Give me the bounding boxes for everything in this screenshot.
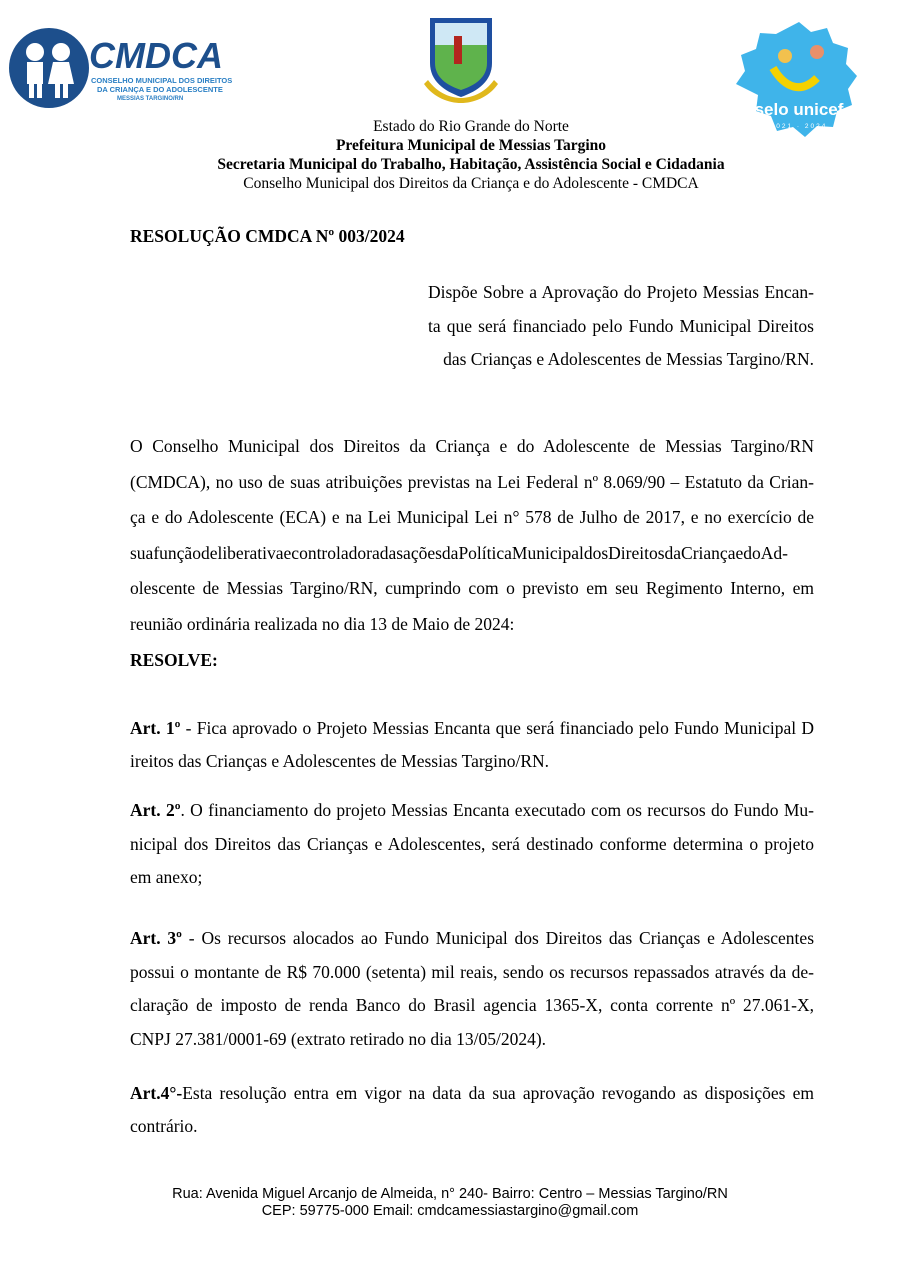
article-3 (130, 922, 814, 1056)
preamble-line: (CMDCA), no uso de suas atribuições previstas na Lei Federal nº 8.069/90 – Estatuto da Crian- (130, 471, 814, 492)
article-text: nicipal dos Direitos das Crianças e Adolescentes, será destinado conforme determina o projeto (130, 833, 814, 854)
header-secretaria: Secretaria Municipal do Trabalho, Habitação, Assistência Social e Cidadania (217, 156, 725, 173)
document-footer (0, 1186, 900, 1220)
svg-text:CONSELHO MUNICIPAL DOS DIREITO: CONSELHO MUNICIPAL DOS DIREITOS (91, 76, 233, 85)
article-1 (130, 712, 814, 777)
svg-text:CMDCA: CMDCA (89, 35, 223, 76)
preamble-line: olescente de Messias Targino/RN, cumprindo com o previsto em seu Regimento Interno, em (130, 578, 814, 598)
resolve-heading: RESOLVE: (130, 650, 218, 670)
cmdca-logo (5, 22, 235, 114)
summary-line: das Crianças e Adolescentes de Messias Targino/RN. (443, 349, 814, 369)
article-4 (130, 1077, 814, 1142)
selo-years: 2021 · 2024 (770, 123, 828, 130)
preamble-line: O Conselho Municipal dos Direitos da Criança e do Adolescente de Messias Targino/RN (130, 436, 814, 456)
preamble-line: reunião ordinária realizada no dia 13 de Maio de 2024: (130, 613, 515, 634)
article-text: contrário. (130, 1115, 198, 1136)
municipal-coat-of-arms (420, 10, 502, 105)
article-text: claração de imposto de renda Banco do Brasil agencia 1365-X, conta corrente nº 27.061-X, (130, 995, 814, 1015)
header-conselho: Conselho Municipal dos Direitos da Criança e do Adolescente - CMDCA (243, 175, 699, 192)
document-header (0, 117, 900, 193)
article-text: Esta resolução entra em vigor na data da sua aprovação revogando as disposições em (182, 1083, 814, 1103)
article-label: Art. 3º (130, 928, 182, 948)
resolution-title: RESOLUÇÃO CMDCA Nº 003/2024 (130, 226, 405, 246)
selo-text: selo unicef (754, 100, 844, 119)
preamble-line: ça e do Adolescente (ECA) e na Lei Municipal Lei n° 578 de Julho de 2017, e no exercício de (130, 507, 814, 527)
preamble-line: suafunçãodeliberativaecontroladoradasaçõesdaPolíticaMunicipaldosDireitosdaCriançaedoAd- (130, 542, 788, 563)
footer-contact: CEP: 59775-000 Email: cmdcamessiastargino@gmail.com (261, 1203, 639, 1219)
article-text: CNPJ 27.381/0001-69 (extrato retirado no dia 13/05/2024). (130, 1028, 547, 1049)
summary-line: ta que será financiado pelo Fundo Municipal Direitos (428, 315, 814, 336)
article-text: em anexo; (130, 867, 203, 887)
article-text: . O financiamento do projeto Messias Encanta executado com os recursos do Fundo Mu- (180, 800, 814, 820)
header-prefeitura: Prefeitura Municipal de Messias Targino (335, 137, 607, 154)
article-text: - Os recursos alocados ao Fundo Municipal dos Direitos das Crianças e Adolescentes (181, 928, 814, 948)
summary-line: Dispõe Sobre a Aprovação do Projeto Messias Encan- (428, 282, 814, 302)
article-label: Art. 1º (130, 718, 181, 738)
svg-text:DA CRIANÇA E DO ADOLESCENTE: DA CRIANÇA E DO ADOLESCENTE (97, 85, 223, 94)
article-text: ireitos das Crianças e Adolescentes de Messias Targino/RN. (130, 750, 550, 771)
header-state: Estado do Rio Grande do Norte (373, 118, 569, 135)
preamble-paragraph (130, 429, 814, 642)
footer-address: Rua: Avenida Miguel Arcanjo de Almeida, n° 240- Bairro: Centro – Messias Targino/RN (172, 1186, 728, 1202)
article-label: Art. 2º (130, 800, 181, 820)
resolution-summary (428, 276, 814, 377)
article-label: Art.4°- (130, 1083, 183, 1103)
article-text: - Fica aprovado o Projeto Messias Encanta que será financiado pelo Fundo Municipal D (180, 718, 814, 738)
article-text: possui o montante de R$ 70.000 (setenta) mil reais, sendo os recursos repassados através da de- (130, 961, 814, 982)
article-2 (130, 794, 814, 895)
svg-text:MESSIAS TARGINO/RN: MESSIAS TARGINO/RN (117, 96, 184, 102)
